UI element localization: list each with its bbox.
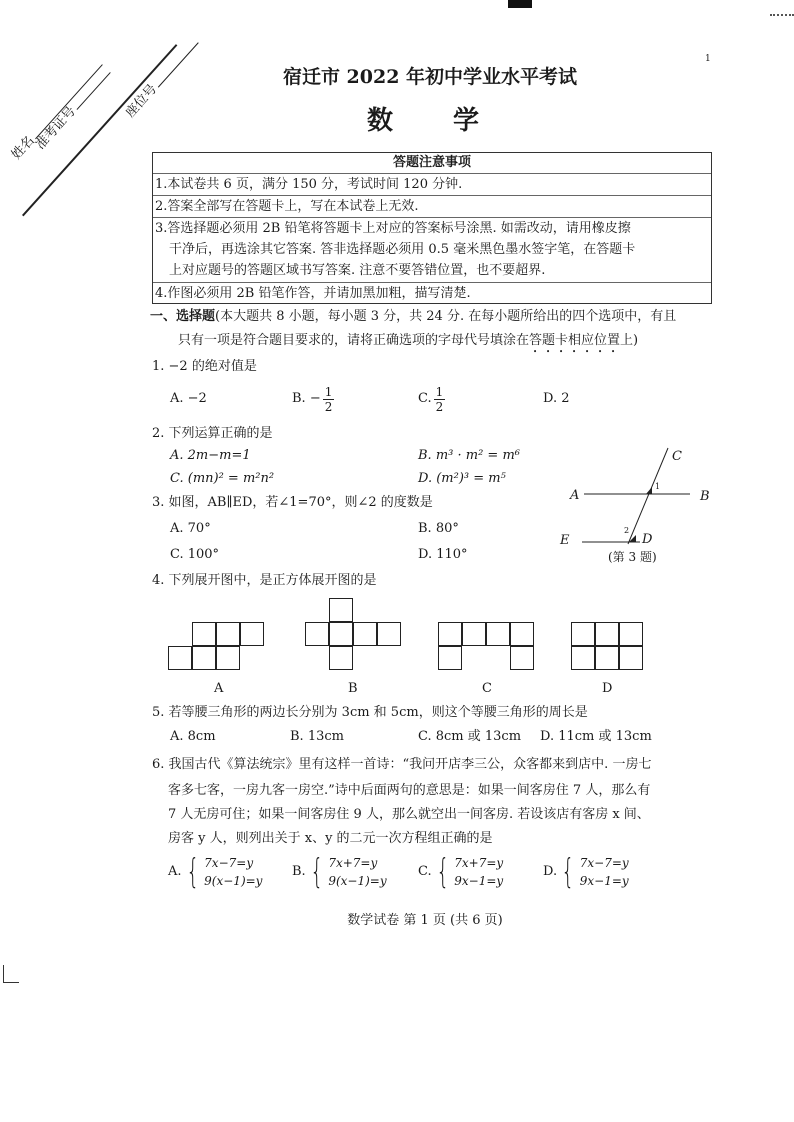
label-angle2: 2: [624, 526, 630, 535]
cube-net-b: [305, 598, 415, 674]
q2-option-d: D. (m²)³ = m⁵: [418, 471, 506, 486]
scan-mark-bottom-left-h: [3, 982, 19, 983]
q4-label-a: A: [214, 681, 224, 696]
q4-stem: 4. 下列展开图中，是正方体展开图的是: [152, 573, 377, 588]
brace-icon: {: [185, 852, 199, 892]
label-d: D: [642, 532, 653, 547]
notice-item-3-line3: 上对应题号的答题区域书写答案. 注意不要答错位置，也不要超界.: [169, 263, 546, 278]
line-cd: [628, 448, 668, 544]
net-cell: [510, 622, 534, 646]
net-cell: [510, 646, 534, 670]
q1-b-numerator: 1: [324, 384, 333, 399]
q3-option-b: B. 80°: [418, 521, 459, 536]
scan-mark-corner: [770, 0, 794, 16]
q6-d-eq1: 7x−7=y: [579, 856, 629, 870]
q6-option-a: [168, 852, 262, 892]
q1-b-denominator: 2: [324, 399, 333, 414]
notice-item-3-line2: 干净后，再选涂其它答案. 答非选择题必须用 0.5 毫米黑色墨水签字笔，在答题卡: [169, 242, 636, 257]
net-cell: [619, 622, 643, 646]
notice-heading: 答题注意事项: [392, 155, 471, 170]
q6-a-system: [182, 854, 263, 890]
net-cell: [486, 622, 510, 646]
seat-label: 座位号: [122, 81, 161, 121]
q1-c-numerator: 1: [435, 384, 444, 399]
net-cell: [571, 622, 595, 646]
q1-c-denominator: 2: [435, 399, 444, 414]
q1-option-c: [418, 382, 445, 416]
section1-label: 一、选择题: [150, 309, 216, 324]
q6-a-label: A.: [168, 864, 182, 879]
exam-title: 宿迁市 2022 年初中学业水平考试: [282, 66, 578, 88]
q3-stem: 3. 如图，AB∥ED，若∠1=70°，则∠2 的度数是: [152, 495, 433, 510]
q2-stem: 2. 下列运算正确的是: [152, 426, 273, 441]
cube-net-a: [168, 598, 278, 674]
q6-d-eq2: 9x−1=y: [579, 874, 629, 888]
q6-a-eq2: 9(x−1)=y: [204, 874, 263, 888]
q1-option-c-prefix: C.: [418, 391, 432, 406]
brace-icon: {: [435, 852, 449, 892]
net-cell: [329, 646, 353, 670]
notice-item-3: [153, 217, 711, 282]
section1-text1: (本大题共 8 小题，每小题 3 分，共 24 分. 在每小题所给出的四个选项中，有且: [215, 309, 677, 324]
notice-item-2: 2.答案全部写在答题卡上，写在本试卷上无效.: [153, 195, 711, 217]
section1-line1: [150, 308, 676, 326]
net-cell: [353, 622, 377, 646]
net-cell: [192, 646, 216, 670]
q3-figure: [560, 444, 720, 570]
seat-underline: [158, 42, 199, 87]
label-angle1: 1: [655, 482, 661, 491]
page-mark: 1: [705, 54, 711, 64]
q1-stem: 1. −2 的绝对值是: [152, 359, 257, 374]
q1-option-b-prefix: B. −: [292, 391, 321, 406]
section1-text2a: 只有一项是符合题目要求的，请将正确选项的字母代号填涂在: [178, 333, 530, 348]
q5-option-b: B. 13cm: [290, 729, 344, 744]
net-cell: [329, 598, 353, 622]
net-cell: [462, 622, 486, 646]
scan-mark-top: [508, 0, 532, 8]
q1-option-b: [292, 382, 334, 416]
q5-option-c: C. 8cm 或 13cm: [418, 729, 522, 744]
net-cell: [438, 646, 462, 670]
page-footer: 数学试卷 第 1 页 (共 6 页): [347, 913, 503, 928]
label-e: E: [560, 533, 570, 548]
q1-option-d: D. 2: [543, 391, 570, 406]
q6-c-system: [432, 854, 504, 890]
q1-option-a: A. −2: [170, 391, 207, 406]
q6-option-b: [292, 852, 387, 892]
q6-line3: 7 人无房可住；如果一间客房住 9 人，那么就空出一间客房. 若设该店有客房 x 间、: [168, 807, 650, 822]
q1-option-c-fraction: [434, 385, 446, 414]
notice-box: [152, 152, 712, 304]
net-cell: [216, 622, 240, 646]
q5-option-d: D. 11cm 或 13cm: [540, 729, 652, 744]
notice-item-1: 1.本试卷共 6 页，满分 150 分，考试时间 120 分钟.: [153, 173, 711, 195]
label-c: C: [672, 449, 682, 464]
q6-d-label: D.: [543, 864, 558, 879]
notice-item-4: 4.作图必须用 2B 铅笔作答，并请加黑加粗，描写清楚.: [153, 282, 711, 304]
q5-option-a: A. 8cm: [170, 729, 216, 744]
q5-stem: 5. 若等腰三角形的两边长分别为 3cm 和 5cm，则这个等腰三角形的周长是: [152, 705, 588, 720]
net-cell: [240, 622, 264, 646]
seat-field: [120, 33, 202, 121]
net-cell: [377, 622, 401, 646]
q4-label-c: C: [482, 681, 492, 696]
net-cell: [216, 646, 240, 670]
brace-icon: {: [310, 852, 323, 892]
q1-option-b-fraction: [323, 385, 335, 414]
q6-c-label: C.: [418, 864, 432, 879]
q6-line1: 6. 我国古代《算法统宗》里有这样一首诗：“我问开店李三公，众客都来到店中. 一房七: [152, 757, 652, 772]
name-label: 姓名: [8, 133, 38, 163]
notice-item-3-line1: 3.答选择题必须用 2B 铅笔将答题卡上对应的答案标号涂黑. 如需改动，请用橡皮擦: [155, 221, 631, 236]
net-cell: [619, 646, 643, 670]
exam-id-label: 准考证号: [32, 104, 79, 153]
q3-option-d: D. 110°: [418, 547, 468, 562]
q3-figure-caption: (第 3 题): [608, 550, 657, 564]
q6-a-eq1: 7x−7=y: [204, 856, 254, 870]
q6-c-eq1: 7x+7=y: [454, 856, 504, 870]
q6-b-system: [306, 854, 387, 890]
label-b: B: [700, 489, 710, 504]
brace-icon: {: [561, 852, 575, 892]
section1-text2c: 上): [620, 333, 639, 348]
subject-title: 数 学: [366, 106, 494, 136]
q2-option-c: C. (mn)² = m²n²: [170, 471, 275, 486]
net-cell: [168, 646, 192, 670]
q4-label-b: B: [348, 681, 358, 696]
net-cell: [595, 646, 619, 670]
q6-line4: 房客 y 人，则列出关于 x、y 的二元一次方程组正确的是: [168, 831, 493, 846]
q6-b-label: B.: [292, 864, 306, 879]
net-cell: [305, 622, 329, 646]
q6-option-c: [418, 852, 503, 892]
net-cell: [571, 646, 595, 670]
q2-option-a: A. 2m−m=1: [170, 448, 251, 463]
scan-mark-bottom-left: [3, 965, 4, 983]
q3-option-c: C. 100°: [170, 547, 220, 562]
q2-option-b: B. m³ · m² = m⁶: [418, 448, 520, 463]
section1-line2: [178, 332, 638, 356]
net-cell: [595, 622, 619, 646]
cube-net-d: [571, 598, 681, 674]
q6-option-d: [543, 852, 629, 892]
label-a: A: [570, 488, 580, 503]
cube-net-c: [438, 598, 548, 674]
q4-label-d: D: [602, 681, 613, 696]
q6-c-eq2: 9x−1=y: [454, 874, 504, 888]
q6-d-system: [557, 854, 629, 890]
q6-b-eq2: 9(x−1)=y: [328, 874, 387, 888]
net-cell: [438, 622, 462, 646]
net-cell: [329, 622, 353, 646]
q6-line2: 客多七客，一房九客一房空.”诗中后面两句的意思是：如果一间客房住 7 人，那么有: [168, 783, 651, 798]
q3-option-a: A. 70°: [170, 521, 211, 536]
section1-text2b: 答题卡相应位置: [529, 333, 621, 348]
net-cell: [192, 622, 216, 646]
q6-b-eq1: 7x+7=y: [328, 856, 378, 870]
